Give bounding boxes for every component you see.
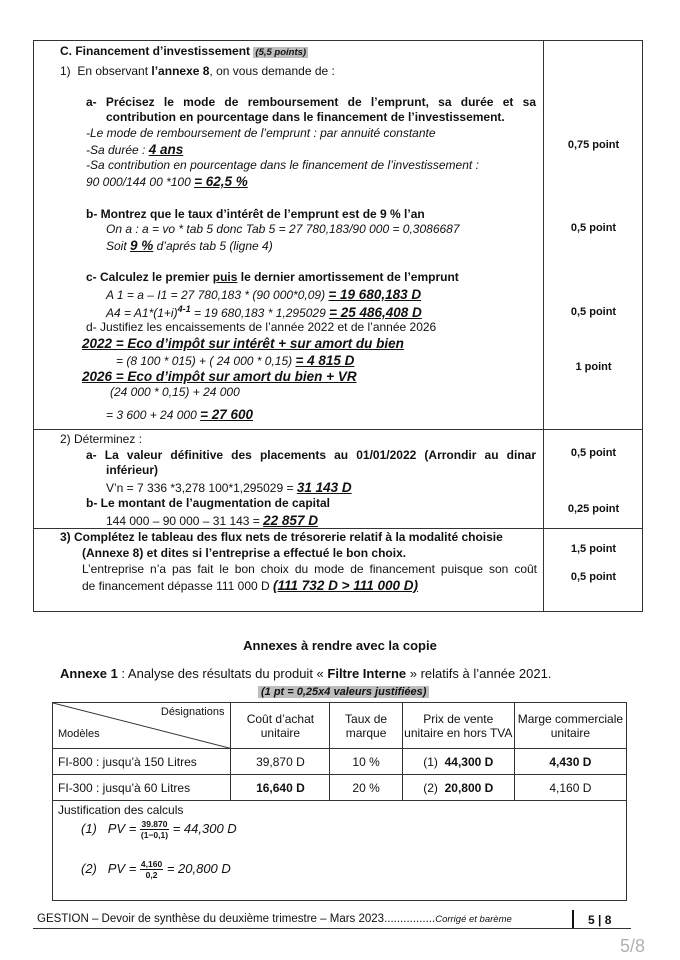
q2a-line2: inférieur) xyxy=(106,463,159,477)
justification-cell xyxy=(53,801,627,901)
row2-prix: 20,800 D xyxy=(444,780,494,795)
q1c-answer-a4: $A4 = A1*(1+i)^{4-1} = 19$ 680,183 * 1,295029 = 25 486,408 D xyxy=(106,304,422,320)
q1d-2022-calc: = (8 100 * 015) + ( 24 000 * 0,15) = 4 815 D xyxy=(116,353,355,368)
q1c-answer-a1: A 1 = a – I1 = 27 780,183 * (90 000*0,09) = 19 680,183 D xyxy=(106,287,422,302)
row1-prix: 44,300 D xyxy=(444,754,494,769)
q1c-points: 0,5 point xyxy=(570,306,617,318)
q3-line2: (Annexe 8) et dites si l’entreprise a effectué le bon choix. xyxy=(82,546,407,560)
section-divider-2 xyxy=(33,528,643,529)
row1-marge: 4,430 D xyxy=(514,749,626,775)
header-taux-marque: Taux de marque xyxy=(330,703,402,749)
q1a-line2: contribution en pourcentage dans le financement de l’investissement. xyxy=(106,110,505,124)
justification-title: Justification des calculs xyxy=(58,803,184,817)
row2-prix-cell xyxy=(402,775,514,801)
q1-intro: 1) En observant l’annexe 8, on vous demande de : xyxy=(60,64,335,78)
annexe1-table xyxy=(52,702,627,901)
q2a-line1: a- La valeur définitive des placements au 01/01/2022 (Arrondir au dinar xyxy=(86,448,536,462)
row2-prix-ref: (2) xyxy=(423,780,438,795)
header-diagonal-cell xyxy=(53,703,231,749)
header-marge: Marge commerciale unitaire xyxy=(514,703,626,749)
q3-line1: 3) Complétez le tableau des flux nets de trésorerie relatif à la modalité choisie xyxy=(60,530,503,544)
row1-taux: 10 % xyxy=(330,749,402,775)
row2-model: FI-300 : jusqu’à 60 Litres xyxy=(53,775,231,801)
table-row xyxy=(53,775,627,801)
annexe1-header-row xyxy=(53,703,627,749)
row2-taux: 20 % xyxy=(330,775,402,801)
header-modeles: Modèles xyxy=(58,728,100,740)
q3-points-1: 1,5 point xyxy=(570,543,617,555)
row1-prix-ref: (1) xyxy=(423,754,438,769)
q2a-answer: V’n = 7 336 *3,278 100*1,295029 = 31 143 D xyxy=(106,480,352,495)
annexe1-caption: Annexe 1 : Analyse des résultats du produit « Filtre Interne » relatifs à l’année 2021. xyxy=(60,666,552,681)
q1d-points: 1 point xyxy=(575,361,612,373)
q1d-2026-result: = 3 600 + 24 000 = 27 600 xyxy=(106,407,254,422)
annexes-title: Annexes à rendre avec la copie xyxy=(243,638,437,653)
justification-row xyxy=(53,801,627,901)
q1a-answer-calc: 90 000/144 00 *100 = 62,5 % xyxy=(86,174,248,189)
justification-1: (1) PV = $\frac{39.870}{(1-0,1)}$ = 44,300 D xyxy=(81,819,237,840)
q1d-2026-calc: (24 000 * 0,15) + 24 000 xyxy=(110,385,240,399)
q3-points-2: 0,5 point xyxy=(570,571,617,583)
table-row xyxy=(53,749,627,775)
q1b-points: 0,5 point xyxy=(570,222,617,234)
section-c-points-tag: (5,5 points) xyxy=(255,47,307,58)
justification-2-fraction: $\frac{4,160}{0,2}$ xyxy=(140,859,163,880)
points-column-divider xyxy=(543,40,544,612)
q1a-answer-duree: -Sa durée : 4 ans xyxy=(86,142,184,157)
q1a-line1: a- Précisez le mode de remboursement de l’emprunt, sa durée et sa xyxy=(86,95,536,109)
header-designations: Désignations xyxy=(160,706,225,718)
q1a-answer-contribution: -Sa contribution en pourcentage dans le financement de l’investissement : xyxy=(86,158,479,172)
q1a-points: 0,75 point xyxy=(567,139,620,151)
row1-prix-cell xyxy=(402,749,514,775)
q1b-answer-2: Soit 9 % d’aprés tab 5 (ligne 4) xyxy=(106,238,273,253)
row1-model: FI-800 : jusqu’à 150 Litres xyxy=(53,749,231,775)
footer-rule xyxy=(33,928,631,929)
row2-marge: 4,160 D xyxy=(514,775,626,801)
section-c-title: C. Financement d’investissement (5,5 points) xyxy=(60,44,307,58)
justification-2: (2) PV = $\frac{4,160}{0,2}$ = 20,800 D xyxy=(81,859,231,880)
q3-answer-1: L’entreprise n’a pas fait le bon choix du mode de financement puisque son coût xyxy=(82,562,537,576)
q1a-answer-mode: -Le mode de remboursement de l’emprunt : par annuité constante xyxy=(86,126,436,140)
header-prix-vente: Prix de vente unitaire en hors TVA xyxy=(402,703,514,749)
q1d-2026-formula: 2026 = Eco d’impôt sur amort du bien + VR xyxy=(82,369,357,384)
q1b-question: b- Montrez que le taux d’intérêt de l’emprunt est de 9 % l’an xyxy=(86,207,425,221)
q2b-points: 0,25 point xyxy=(567,503,620,515)
q1d-question: d- Justifiez les encaissements de l’année 2022 et de l’année 2026 xyxy=(86,320,437,334)
page-indicator: 5/8 xyxy=(620,936,646,956)
q1d-2022-formula: 2022 = Eco d’impôt sur intérêt + sur amort du bien xyxy=(82,336,404,351)
q3-answer-2: de financement dépasse 111 000 D (111 732 D > 111 000 D) xyxy=(82,578,418,593)
section-divider-1 xyxy=(33,429,643,430)
header-cout-achat: Coût d’achat unitaire xyxy=(231,703,330,749)
q2b-answer: 144 000 – 90 000 – 31 143 = 22 857 D xyxy=(106,513,318,528)
row1-cout: 39,870 D xyxy=(231,749,330,775)
q1c-question: c- Calculez le premier puis le dernier amortissement de l’emprunt xyxy=(86,270,459,284)
q1b-answer-1: On a : a = vo * tab 5 donc Tab 5 = 27 780,183/90 000 = 0,3086687 xyxy=(106,222,460,236)
q2a-points: 0,5 point xyxy=(570,447,617,459)
row2-cout: 16,640 D xyxy=(231,775,330,801)
footer-page: 5 | 8 xyxy=(588,913,612,927)
justification-1-fraction: $\frac{39.870}{(1-0,1)}$ xyxy=(140,819,169,840)
q2b-question: b- Le montant de l’augmentation de capital xyxy=(86,496,331,510)
footer-text: GESTION – Devoir de synthèse du deuxième trimestre – Mars 2023................Corrigé et barème xyxy=(37,913,512,925)
q2-intro: 2) Déterminez : xyxy=(60,432,143,446)
annexe1-points-note: (1 pt = 0,25x4 valeurs justifiées) xyxy=(258,686,429,698)
footer-separator xyxy=(572,910,574,928)
